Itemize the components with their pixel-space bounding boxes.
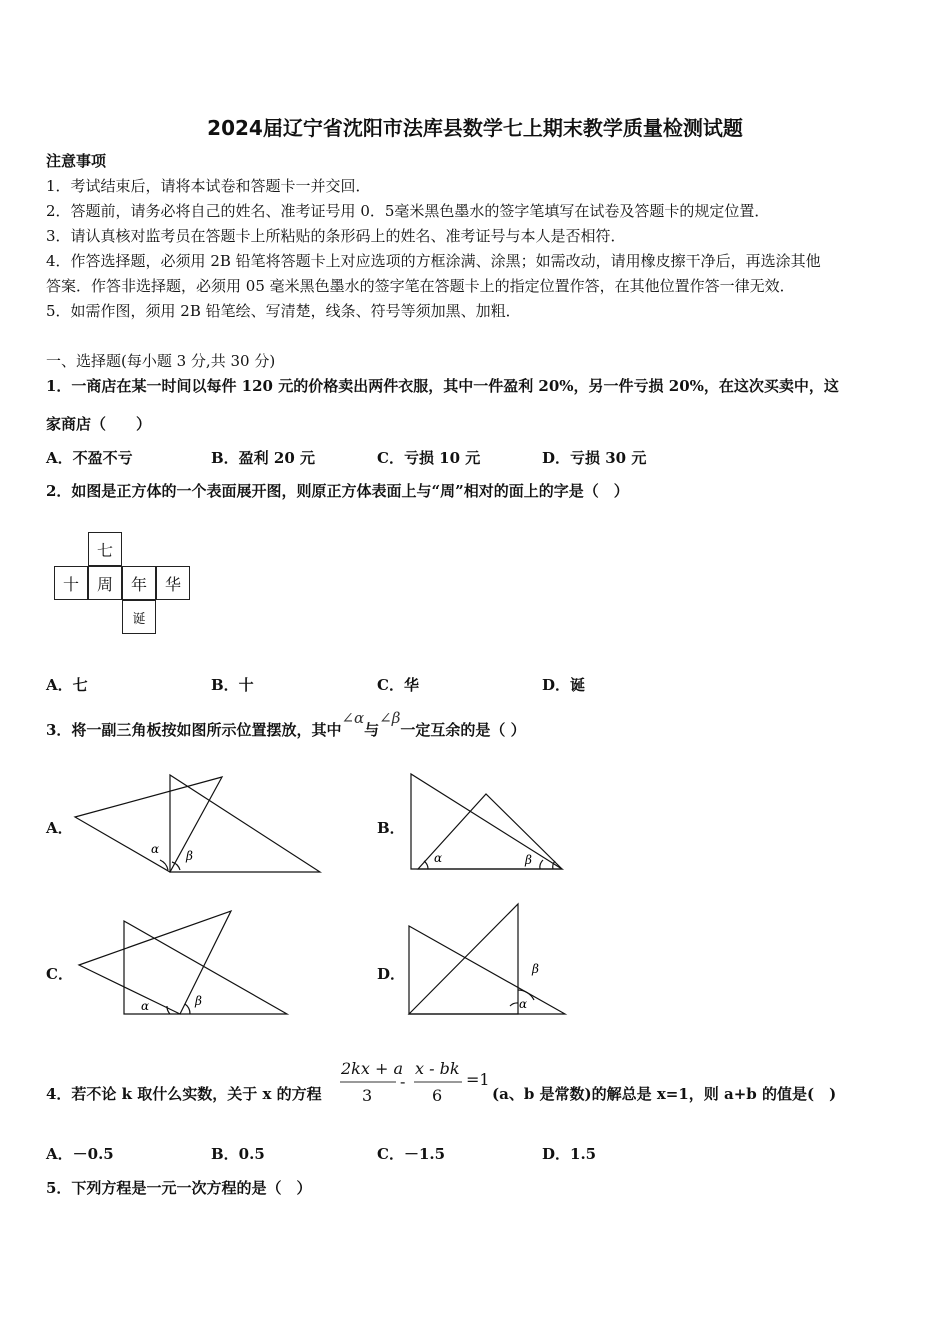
figure-b-beta: β	[525, 853, 532, 867]
figure-c-alpha: α	[141, 999, 150, 1013]
net-cell-left: 十	[54, 566, 88, 600]
q5-text: 5．下列方程是一元一次方程的是（ ）	[46, 1179, 312, 1197]
q3-label-d: D．	[377, 965, 406, 983]
q3-label-b: B．	[377, 819, 405, 837]
net-cell-top: 七	[88, 532, 122, 566]
notice-item-5: 5．如需作图，须用 2B 铅笔绘、写清楚，线条、符号等须加黑、加粗．	[46, 302, 521, 320]
q4-option-c: C．－1.5	[377, 1145, 446, 1163]
notice-item-4-cont: 答案．作答非选择题，必须用 05 毫米黑色墨水的签字笔在答题卡上的指定位置作答，在其他位置作答一律无效．	[46, 277, 795, 295]
figure-d-alpha: α	[519, 997, 528, 1011]
figure-a-beta: β	[186, 849, 193, 863]
q4-numerator-1: 2kx + a	[341, 1059, 404, 1078]
figure-b-alpha: α	[434, 851, 443, 865]
q3-prefix: 3．将一副三角板按如图所示位置摆放，其中	[46, 721, 342, 739]
q3-angle-alpha: ∠α	[341, 709, 365, 727]
q1-text-line1: 1．一商店在某一时间以每件 120 元的价格卖出两件衣服，其中一件盈利 20%，另一件亏损 20%，在这次买卖中，这	[46, 377, 839, 395]
q3-suffix: 一定互余的是（ ）	[400, 721, 526, 739]
section-heading: 一、选择题(每小题 3 分,共 30 分)	[46, 352, 276, 370]
page-title: 2024届辽宁省沈阳市法库县数学七上期末教学质量检测试题	[207, 116, 743, 140]
q4-denominator-1: 3	[362, 1086, 373, 1105]
q2-option-c: C．华	[377, 676, 419, 694]
q4-option-b: B．0.5	[211, 1145, 265, 1163]
figure-a-alpha: α	[151, 842, 160, 856]
q1-option-d: D．亏损 30 元	[542, 449, 647, 467]
q4-option-a: A．－0.5	[46, 1145, 114, 1163]
q1-option-c: C．亏损 10 元	[377, 449, 481, 467]
q4-minus: -	[400, 1072, 406, 1091]
figure-d	[409, 904, 565, 1014]
q1-option-b: B．盈利 20 元	[211, 449, 315, 467]
net-cell-right: 年	[122, 566, 156, 600]
q1-option-a: A．不盈不亏	[46, 449, 133, 467]
notice-item-1: 1．考试结束后，请将本试卷和答题卡一并交回．	[46, 177, 371, 195]
q2-option-b: B．十	[211, 676, 254, 694]
q4-suffix: (a、b 是常数)的解总是 x=1，则 a+b 的值是( )	[492, 1085, 837, 1103]
figure-c-beta: β	[195, 994, 202, 1008]
figure-c	[79, 911, 287, 1014]
figure-d-beta: β	[532, 962, 539, 976]
q3-angle-beta: ∠β	[379, 709, 401, 727]
net-cell-center: 周	[88, 566, 122, 600]
q3-label-a: A．	[46, 819, 73, 837]
notice-item-4: 4．作答选择题，必须用 2B 铅笔将答题卡上对应选项的方框涂满、涂黑；如需改动，请用橡皮擦干净后，再选涂其他	[46, 252, 821, 270]
figure-a	[75, 775, 320, 872]
q3-mid: 与	[364, 721, 380, 739]
q2-text: 2．如图是正方体的一个表面展开图，则原正方体表面上与“周”相对的面上的字是（ ）	[46, 482, 629, 500]
net-cell-far-right: 华	[156, 566, 190, 600]
q4-option-d: D．1.5	[542, 1145, 597, 1163]
notice-item-2: 2．答题前，请务必将自己的姓名、准考证号用 0．5毫米黑色墨水的签字笔填写在试卷及答题卡的规定位置．	[46, 202, 770, 220]
q2-option-d: D．诞	[542, 676, 586, 694]
q4-prefix: 4．若不论 k 取什么实数，关于 x 的方程	[46, 1085, 322, 1103]
q3-label-c: C．	[46, 965, 73, 983]
net-cell-bottom: 诞	[122, 600, 156, 634]
q4-rhs: =1	[466, 1070, 490, 1089]
q4-numerator-2: x - bk	[415, 1059, 460, 1078]
notice-heading: 注意事项	[46, 152, 107, 170]
notice-item-3: 3．请认真核对监考员在答题卡上所粘贴的条形码上的姓名、准考证号与本人是否相符．	[46, 227, 626, 245]
q1-text-line2: 家商店（ ）	[46, 415, 152, 433]
q4-denominator-2: 6	[432, 1086, 443, 1105]
q2-option-a: A．七	[46, 676, 88, 694]
